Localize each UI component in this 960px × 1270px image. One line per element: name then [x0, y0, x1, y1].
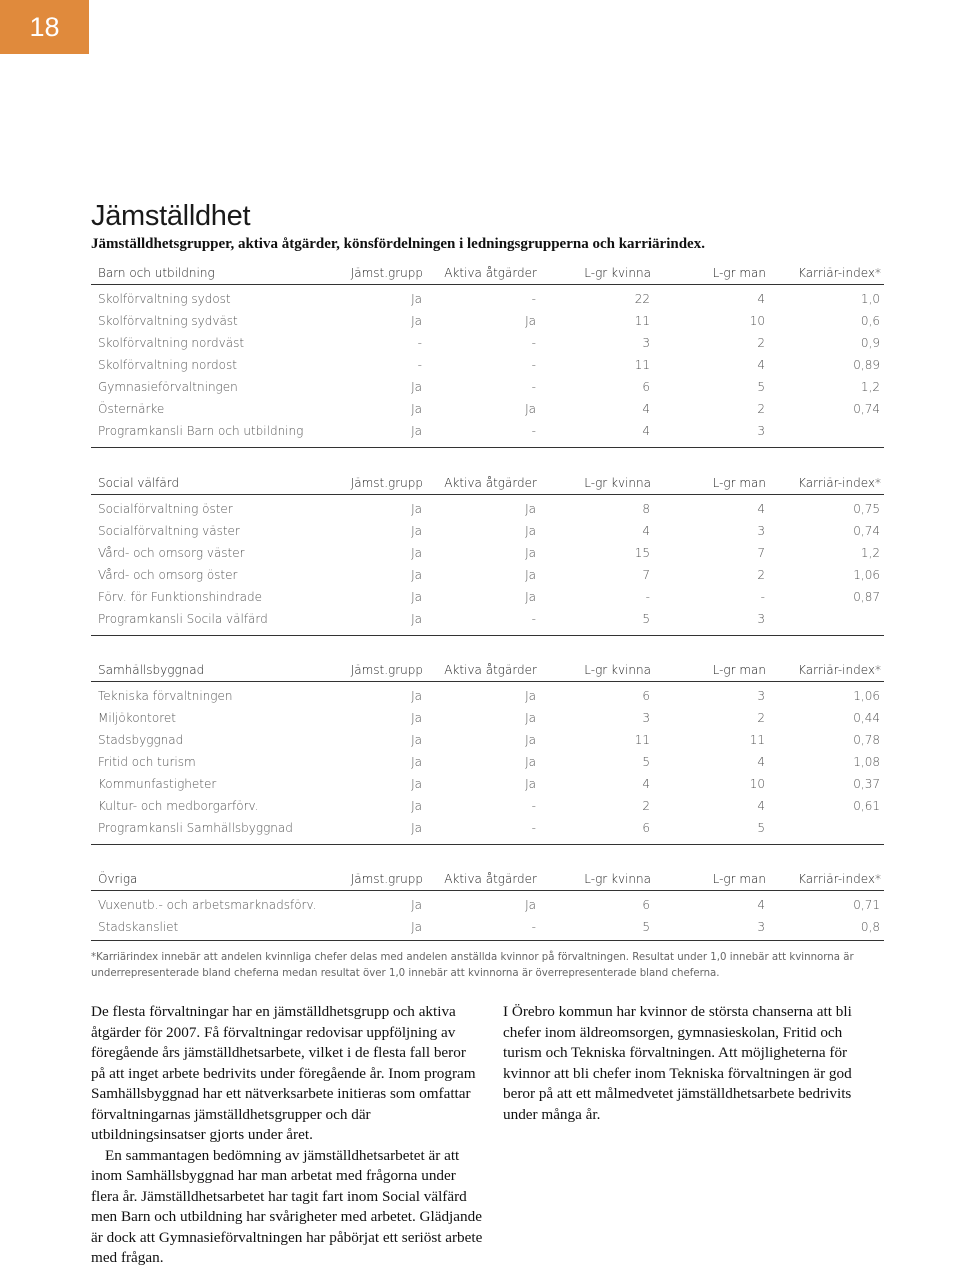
cell-atgarder: -: [531, 612, 536, 626]
table-header: [91, 472, 884, 494]
col-header-kvinna: L-gr kvinna: [584, 476, 651, 490]
cell-man: 10: [749, 777, 765, 791]
cell-grupp: Ja: [411, 568, 422, 582]
table-row: [91, 376, 884, 398]
cell-grupp: Ja: [411, 920, 422, 934]
cell-kvinna: 4: [642, 524, 650, 538]
cell-kvinna: 5: [642, 612, 650, 626]
table-section-social-valfard: [91, 472, 884, 636]
cell-grupp: -: [417, 336, 422, 350]
table-row: [91, 795, 884, 817]
col-header-man: L-gr man: [712, 663, 766, 677]
body-text-left: [91, 1002, 483, 1269]
cell-man: 3: [757, 424, 765, 438]
col-header-grupp: Jämst.grupp: [350, 663, 423, 677]
section-divider: [91, 940, 884, 941]
row-name: Fritid och turism: [98, 755, 196, 769]
cell-atgarder: -: [531, 799, 536, 813]
cell-kvinna: 5: [642, 755, 650, 769]
col-header-atgarder: Aktiva åtgärder: [444, 266, 537, 280]
row-name: Stadsbyggnad: [98, 733, 184, 747]
cell-atgarder: -: [531, 358, 536, 372]
row-name: Kultur- och medborgarförv.: [98, 799, 259, 813]
table-row: [91, 707, 884, 729]
cell-grupp: Ja: [411, 755, 422, 769]
cell-man: 3: [757, 524, 765, 538]
cell-grupp: Ja: [411, 590, 422, 604]
table-row: [91, 420, 884, 442]
cell-grupp: Ja: [411, 524, 422, 538]
table-row: [91, 729, 884, 751]
section-heading: Barn och utbildning: [98, 266, 215, 280]
cell-man: 2: [757, 402, 765, 416]
cell-index: 1,08: [853, 755, 880, 769]
row-name: Socialförvaltning väster: [98, 524, 240, 538]
body-text-right: [503, 1002, 883, 1125]
table-header: [91, 868, 884, 890]
col-header-man: L-gr man: [712, 872, 766, 886]
table-row: [91, 520, 884, 542]
cell-kvinna: 3: [642, 711, 650, 725]
col-header-man: L-gr man: [712, 476, 766, 490]
cell-index: 0,75: [853, 502, 880, 516]
cell-index: 1,06: [853, 689, 880, 703]
section-divider: [91, 447, 884, 448]
cell-atgarder: -: [531, 292, 536, 306]
page-subtitle: Jämställdhetsgrupper, aktiva åtgärder, könsfördelningen i ledningsgrupperna och karriärindex.: [91, 236, 705, 252]
cell-man: 5: [757, 821, 765, 835]
row-name: Kommunfastigheter: [98, 777, 217, 791]
section-heading: Samhällsbyggnad: [98, 663, 205, 677]
cell-man: 4: [757, 755, 765, 769]
table-row: [91, 354, 884, 376]
col-header-index: Karriär-index*: [798, 872, 881, 886]
cell-atgarder: -: [531, 380, 536, 394]
row-name: Programkansli Socila välfärd: [98, 612, 268, 626]
cell-atgarder: Ja: [525, 711, 536, 725]
col-header-index: Karriär-index*: [798, 476, 881, 490]
cell-atgarder: Ja: [525, 402, 536, 416]
cell-man: -: [760, 590, 765, 604]
table-row: [91, 498, 884, 520]
cell-grupp: Ja: [411, 380, 422, 394]
table-row: [91, 817, 884, 839]
cell-atgarder: -: [531, 424, 536, 438]
cell-index: 0,74: [853, 524, 880, 538]
col-header-index: Karriär-index*: [798, 266, 881, 280]
cell-man: 4: [757, 799, 765, 813]
col-header-atgarder: Aktiva åtgärder: [444, 872, 537, 886]
row-name: Miljökontoret: [98, 711, 176, 725]
cell-man: 3: [757, 920, 765, 934]
cell-man: 3: [757, 612, 765, 626]
table-row: [91, 332, 884, 354]
cell-index: 0,89: [853, 358, 880, 372]
cell-atgarder: Ja: [525, 502, 536, 516]
section-heading: Social välfärd: [98, 476, 180, 490]
col-header-atgarder: Aktiva åtgärder: [444, 476, 537, 490]
col-header-kvinna: L-gr kvinna: [584, 266, 651, 280]
cell-index: 0,74: [853, 402, 880, 416]
table-row: [91, 288, 884, 310]
col-header-kvinna: L-gr kvinna: [584, 663, 651, 677]
header-divider: [91, 494, 884, 495]
cell-kvinna: 4: [642, 402, 650, 416]
cell-index: 0,8: [860, 920, 880, 934]
cell-index: 0,9: [860, 336, 880, 350]
cell-atgarder: Ja: [525, 568, 536, 582]
row-name: Östernärke: [98, 402, 165, 416]
section-heading: Övriga: [98, 872, 138, 886]
cell-atgarder: Ja: [525, 898, 536, 912]
cell-grupp: Ja: [411, 733, 422, 747]
cell-atgarder: -: [531, 920, 536, 934]
cell-index: 1,0: [860, 292, 880, 306]
table-section-barn-och-utbildning: [91, 262, 884, 448]
cell-index: 0,37: [853, 777, 880, 791]
cell-man: 4: [757, 502, 765, 516]
table-row: [91, 310, 884, 332]
cell-man: 11: [749, 733, 765, 747]
cell-kvinna: 6: [642, 689, 650, 703]
cell-atgarder: Ja: [525, 524, 536, 538]
row-name: Förv. för Funktionshindrade: [98, 590, 262, 604]
cell-atgarder: -: [531, 821, 536, 835]
header-divider: [91, 681, 884, 682]
footnote: *Karriärindex innebär att andelen kvinnliga chefer delas med andelen anställda kvinnor på förvaltningen. Resultat under 1,0 innebär att kvinnorna är underrepresenterade bland cheferna medan resultat över 1,0 innebär att kvinnorna är överrepresenterade bland cheferna.: [91, 952, 854, 979]
cell-kvinna: 5: [642, 920, 650, 934]
cell-kvinna: 2: [642, 799, 650, 813]
page-number: 18: [0, 0, 89, 54]
table-row: [91, 398, 884, 420]
table-section-samhallsbyggnad: [91, 659, 884, 845]
col-header-grupp: Jämst.grupp: [350, 872, 423, 886]
col-header-man: L-gr man: [712, 266, 766, 280]
col-header-grupp: Jämst.grupp: [350, 476, 423, 490]
cell-man: 4: [757, 358, 765, 372]
section-divider: [91, 844, 884, 845]
cell-grupp: Ja: [411, 689, 422, 703]
row-name: Gymnasieförvaltningen: [98, 380, 238, 394]
row-name: Skolförvaltning nordost: [98, 358, 237, 372]
cell-atgarder: Ja: [525, 546, 536, 560]
cell-grupp: Ja: [411, 546, 422, 560]
row-name: Vård- och omsorg öster: [98, 568, 238, 582]
cell-index: 0,44: [853, 711, 880, 725]
row-name: Stadskansliet: [98, 920, 179, 934]
section-divider: [91, 635, 884, 636]
cell-man: 2: [757, 568, 765, 582]
cell-atgarder: Ja: [525, 314, 536, 328]
cell-man: 2: [757, 336, 765, 350]
cell-index: 0,71: [853, 898, 880, 912]
cell-index: 0,61: [853, 799, 880, 813]
cell-kvinna: 6: [642, 898, 650, 912]
cell-atgarder: Ja: [525, 777, 536, 791]
cell-kvinna: 11: [634, 733, 650, 747]
cell-index: 1,2: [860, 546, 880, 560]
table-row: [91, 751, 884, 773]
cell-kvinna: 11: [634, 314, 650, 328]
cell-atgarder: Ja: [525, 590, 536, 604]
cell-man: 2: [757, 711, 765, 725]
cell-atgarder: Ja: [525, 733, 536, 747]
row-name: Socialförvaltning öster: [98, 502, 233, 516]
cell-index: 0,87: [853, 590, 880, 604]
cell-kvinna: 4: [642, 424, 650, 438]
cell-kvinna: -: [645, 590, 650, 604]
cell-man: 5: [757, 380, 765, 394]
row-name: Skolförvaltning nordväst: [98, 336, 245, 350]
row-name: Skolförvaltning sydost: [98, 292, 231, 306]
col-header-index: Karriär-index*: [798, 663, 881, 677]
cell-man: 4: [757, 292, 765, 306]
cell-index: 0,6: [860, 314, 880, 328]
table-row: [91, 894, 884, 916]
cell-man: 3: [757, 689, 765, 703]
table-row: [91, 586, 884, 608]
row-name: Programkansli Samhällsbyggnad: [98, 821, 293, 835]
cell-kvinna: 8: [642, 502, 650, 516]
cell-man: 10: [749, 314, 765, 328]
cell-grupp: Ja: [411, 402, 422, 416]
cell-grupp: -: [417, 358, 422, 372]
row-name: Vård- och omsorg väster: [98, 546, 245, 560]
row-name: Programkansli Barn och utbildning: [98, 424, 304, 438]
cell-kvinna: 7: [642, 568, 650, 582]
cell-grupp: Ja: [411, 314, 422, 328]
cell-grupp: Ja: [411, 777, 422, 791]
cell-index: 0,78: [853, 733, 880, 747]
cell-grupp: Ja: [411, 292, 422, 306]
cell-grupp: Ja: [411, 424, 422, 438]
cell-atgarder: Ja: [525, 689, 536, 703]
paragraph: I Örebro kommun har kvinnor de största chanserna att bli chefer inom äldreomsorgen, gymnasieskolan, Fritid och turism och Tekniska förvaltningen. Att möjligheterna för kvinnor att bli chefer inom Tekniska förvaltningen är god beror på att ett målmedvetet jämställdhetsarbete bedrivits under många år.: [503, 1003, 852, 1123]
cell-grupp: Ja: [411, 612, 422, 626]
table-header: [91, 262, 884, 284]
cell-man: 7: [757, 546, 765, 560]
table-row: [91, 773, 884, 795]
header-divider: [91, 890, 884, 891]
header-divider: [91, 284, 884, 285]
table-row: [91, 608, 884, 630]
cell-man: 4: [757, 898, 765, 912]
cell-kvinna: 3: [642, 336, 650, 350]
cell-grupp: Ja: [411, 799, 422, 813]
paragraph: De flesta förvaltningar har en jämställdhetsgrupp och aktiva åtgärder för 2007. Få förvaltningar redovisar uppföljning av föregående års jämställdhetsarbete, vilket i de flesta fall beror på att inget arbete bedrivits under föregående år. Inom program Samhällsbyggnad har ett nätverksarbete initieras som omfattar förvaltningarnas jämställdhetsgrupper och där utbildningsinsatser gjorts under året.: [91, 1003, 476, 1143]
paragraph: En sammantagen bedömning av jämställdhetsarbetet är att inom Samhällsbyggnad har man arbetat med frågorna under flera år. Jämställdhetsarbetet har tagit fart inom Social välfärd men Barn och utbildning har svårigheter med arbetet. Glädjande är dock att Gymnasieförvaltningen har påbörjat ett seriöst arbete med frågan.: [91, 1146, 483, 1266]
cell-index: 1,06: [853, 568, 880, 582]
page-title: Jämställdhet: [91, 200, 251, 232]
cell-atgarder: Ja: [525, 755, 536, 769]
table-row: [91, 685, 884, 707]
col-header-atgarder: Aktiva åtgärder: [444, 663, 537, 677]
cell-grupp: Ja: [411, 898, 422, 912]
table-row: [91, 916, 884, 938]
cell-kvinna: 22: [634, 292, 650, 306]
cell-index: 1,2: [860, 380, 880, 394]
cell-kvinna: 11: [634, 358, 650, 372]
table-row: [91, 542, 884, 564]
row-name: Skolförvaltning sydväst: [98, 314, 238, 328]
cell-grupp: Ja: [411, 711, 422, 725]
table-header: [91, 659, 884, 681]
cell-kvinna: 6: [642, 380, 650, 394]
col-header-kvinna: L-gr kvinna: [584, 872, 651, 886]
cell-grupp: Ja: [411, 502, 422, 516]
row-name: Vuxenutb.- och arbetsmarknadsförv.: [98, 898, 317, 912]
row-name: Tekniska förvaltningen: [98, 689, 233, 703]
table-section-ovriga: [91, 868, 884, 941]
table-row: [91, 564, 884, 586]
cell-kvinna: 15: [634, 546, 650, 560]
cell-grupp: Ja: [411, 821, 422, 835]
cell-kvinna: 4: [642, 777, 650, 791]
col-header-grupp: Jämst.grupp: [350, 266, 423, 280]
cell-atgarder: -: [531, 336, 536, 350]
cell-kvinna: 6: [642, 821, 650, 835]
